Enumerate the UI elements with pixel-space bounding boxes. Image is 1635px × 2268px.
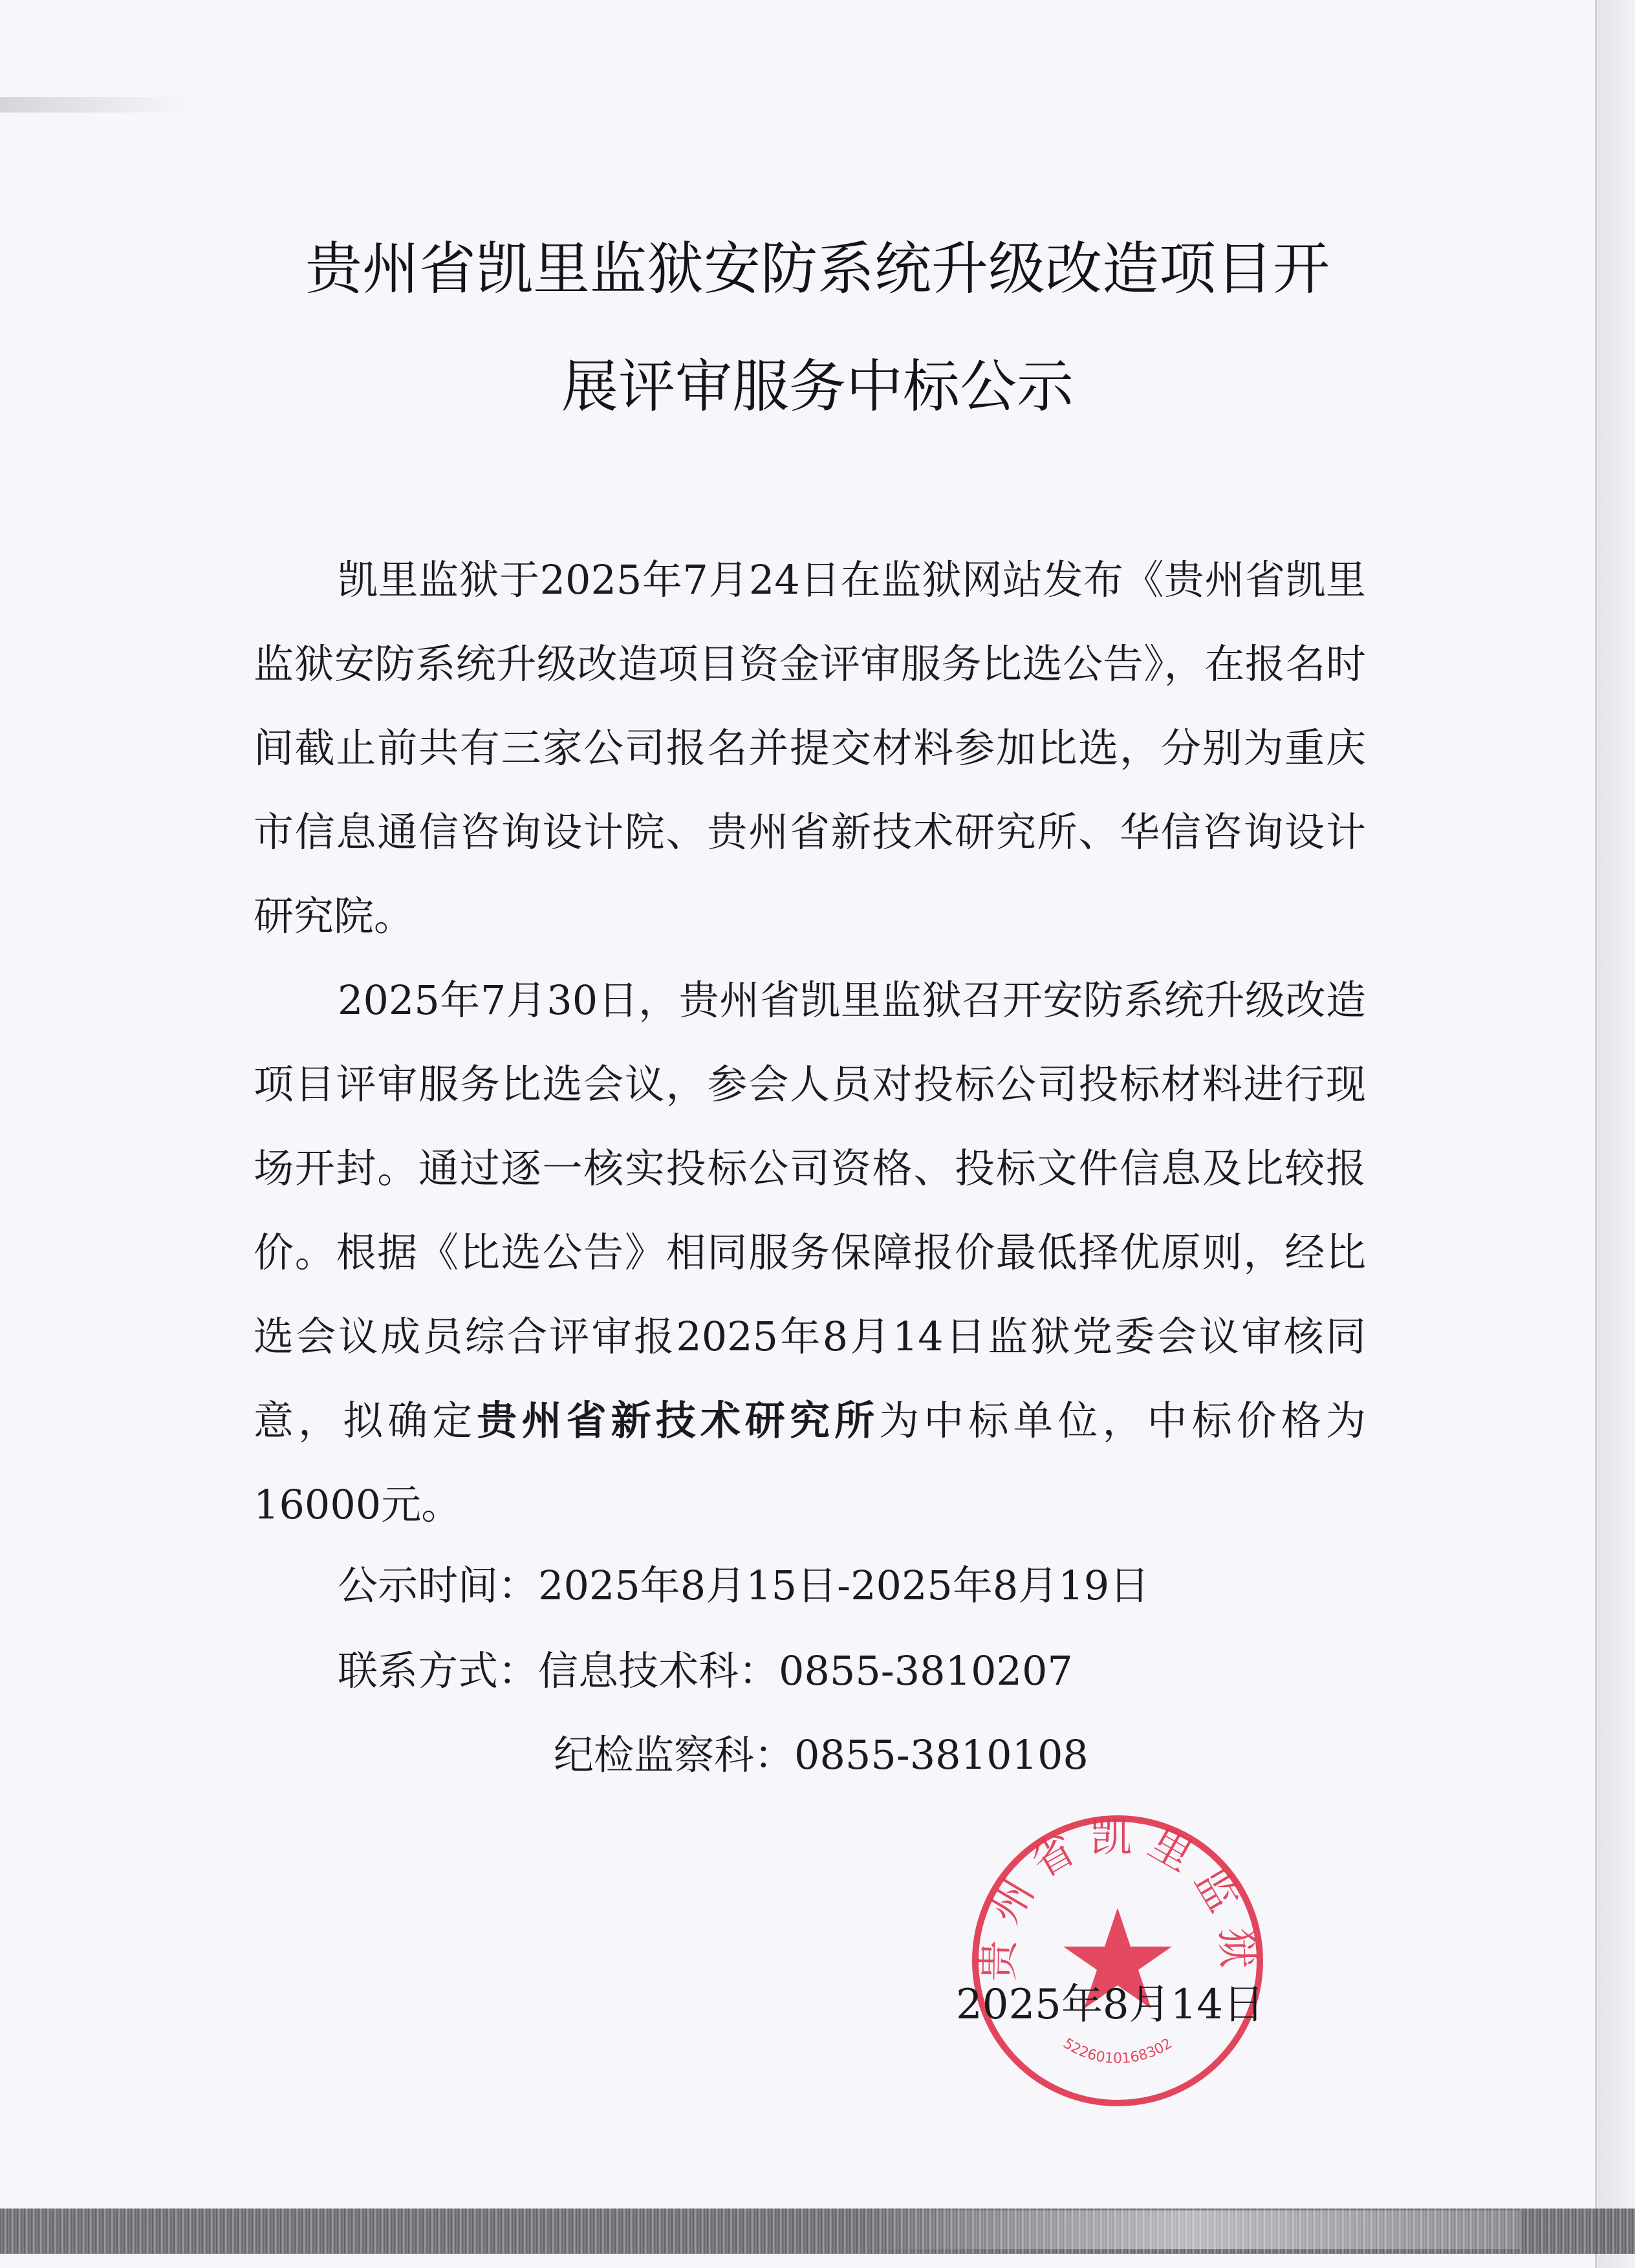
official-seal	[968, 1811, 1268, 2111]
paragraph-announcement: 凯里监狱于2025年7月24日在监狱网站发布《贵州省凯里监狱安防系统升级改造项目资金评审服务比选公告》，在报名时间截止前共有三家公司报名并提交材料参加比选，分别为重庆市信息通信咨询设计院、贵州省新技术研究所、华信咨询设计研究院。	[254, 556, 1366, 940]
scan-edge-right	[1597, 0, 1635, 2268]
contact-info-tech: 联系方式：信息技术科：0855-3810207	[338, 1647, 1073, 1694]
contact-info-discipline: 纪检监察科：0855-3810108	[554, 1731, 1088, 1778]
scan-edge-line	[1595, 0, 1597, 2268]
winning-bidder: 贵州省新技术研究所	[477, 1397, 880, 1444]
document-title-line-1: 贵州省凯里监狱安防系统升级改造项目开	[305, 235, 1330, 302]
svg-text:5226010168302	[1060, 2035, 1175, 2067]
paragraph-result	[254, 958, 1366, 1547]
result-text-before: 2025年7月30日，贵州省凯里监狱召开安防系统升级改造项目评审服务比选会议，参会人员对投标公司投标材料进行现场开封。通过逐一核实投标公司资格、投标文件信息及比较报价。根据《比选公告》相同服务保障报价最低择优原则，经比选会议成员综合评审报2025年8月14日监狱党委会议审核同意，拟确定	[254, 977, 1366, 1444]
seal-serial: 5226010168302	[1060, 2035, 1175, 2068]
scan-smudge	[0, 97, 188, 113]
document-title-line-2: 展评审服务中标公示	[561, 353, 1074, 420]
result-text-after: 为中标单位，中标价格为16000元。	[254, 1397, 1366, 1528]
seal-text: 贵州省凯里监狱	[975, 1813, 1261, 1982]
scan-bottom-fade	[860, 2210, 1520, 2249]
publicity-period: 公示时间：2025年8月15日-2025年8月19日	[338, 1562, 1150, 1609]
document-date: 2025年8月14日	[956, 1981, 1265, 2029]
